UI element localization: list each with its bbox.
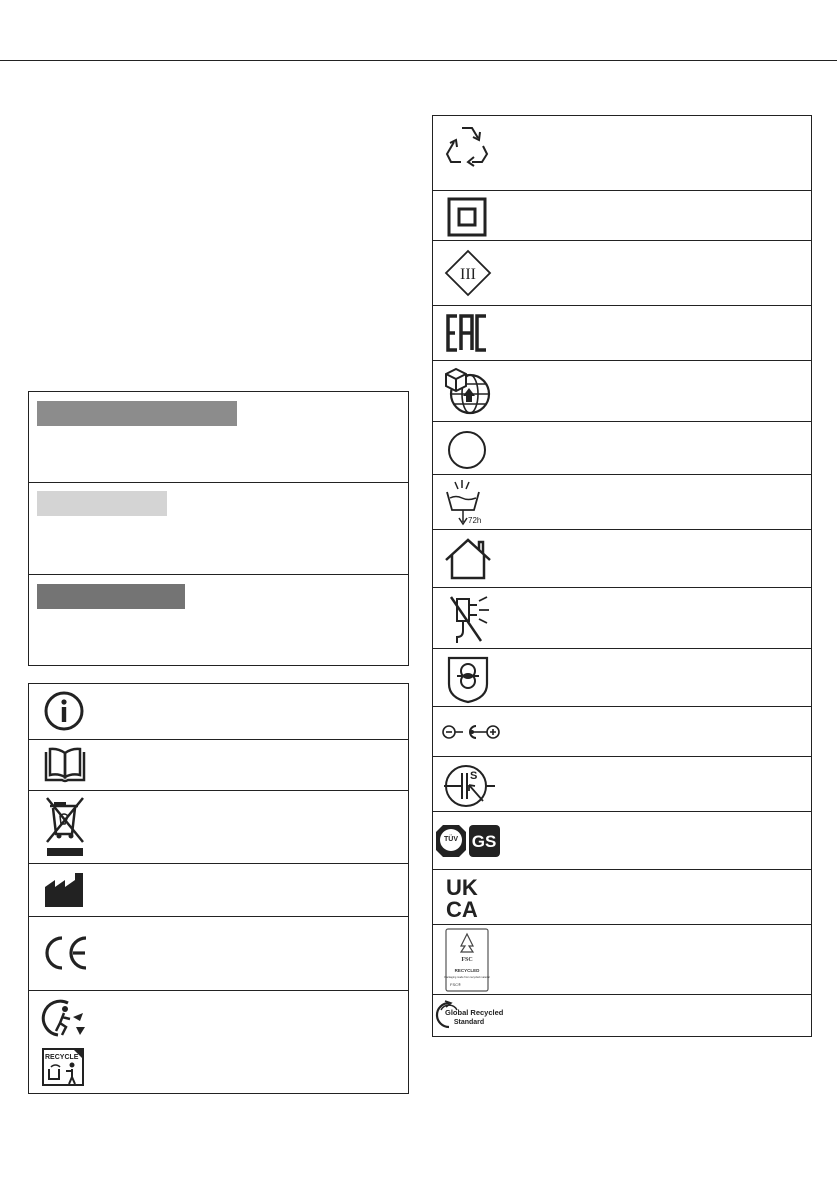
- symbol-row-class-iii: [433, 240, 811, 306]
- header-rule: [0, 60, 837, 61]
- tuv-text: TÜV: [444, 836, 458, 843]
- indoor-use-icon: [443, 538, 493, 580]
- tuv-gs-mark-icon: [435, 824, 501, 858]
- soak-72h-icon: [443, 478, 497, 528]
- warning-row-danger: [29, 392, 408, 482]
- short-circuit-letter: S: [470, 770, 478, 782]
- symbol-row-indoor: [433, 529, 811, 588]
- fsc-recycled-icon: [445, 928, 489, 992]
- symbol-row-fsc: [433, 924, 811, 995]
- symbol-row-eac: [433, 305, 811, 361]
- eac-mark-icon: [445, 314, 489, 352]
- read-manual-icon: [43, 746, 87, 784]
- warning-row-caution: [29, 482, 408, 574]
- recycle-label-text: RECYCLE: [45, 1054, 79, 1061]
- symbol-row-soak: [433, 474, 811, 530]
- do-not-use-outside-icon: [443, 593, 493, 645]
- recycling-triangle-icon: [445, 124, 489, 168]
- ukca-mark-icon: [445, 875, 491, 922]
- symbol-row-tuv-gs: [433, 811, 811, 870]
- grs-line2-text: Standard: [453, 1019, 485, 1026]
- symbol-row-class-ii: [433, 190, 811, 241]
- roman-three-text: III: [460, 266, 476, 283]
- protection-class-ii-icon: [447, 198, 487, 236]
- gs-text: GS: [471, 832, 497, 851]
- global-shipping-icon: [443, 366, 493, 416]
- symbol-row-recycle: [29, 990, 408, 1094]
- symbol-row-no-outdoor: [433, 587, 811, 649]
- soak-hours-text: 72h: [468, 516, 482, 525]
- fsc-brand-text: FSC: [461, 957, 473, 963]
- symbol-row-circle: [433, 421, 811, 475]
- dc-polarity-icon: [441, 722, 503, 742]
- manufacturer-icon: [43, 871, 87, 909]
- danger-signal-bar: [37, 401, 237, 426]
- symbol-row-weee: [29, 790, 408, 864]
- global-recycled-standard-icon: [435, 1000, 503, 1030]
- recycle-figure-icon: [40, 997, 90, 1089]
- symbol-row-transformer: [433, 648, 811, 707]
- warning-levels-table: [28, 391, 409, 666]
- ukca-line1-text: UK: [446, 875, 478, 900]
- circle-icon: [445, 430, 489, 470]
- fsc-recycled-text: RECYCLED: [454, 968, 480, 973]
- weee-crossed-bin-icon: [43, 796, 87, 858]
- info-icon: [43, 690, 85, 732]
- symbol-row-polarity: [433, 706, 811, 757]
- symbol-row-short-circuit: [433, 756, 811, 812]
- fsc-note-text: Packaging made from recycled material: [444, 976, 490, 979]
- grs-line1-text: Global Recycled: [445, 1008, 504, 1017]
- fsc-code-text: FSC®: [450, 982, 461, 987]
- protection-class-iii-icon: [444, 249, 492, 297]
- symbol-row-info: [29, 684, 408, 739]
- notice-signal-bar: [37, 584, 185, 609]
- symbols-table-left: [28, 683, 409, 1094]
- caution-signal-bar: [37, 491, 167, 516]
- safety-transformer-icon: [445, 654, 491, 704]
- symbol-row-recycling: [433, 116, 811, 190]
- short-circuit-proof-transformer-icon: [441, 759, 497, 811]
- symbols-table-right: [432, 115, 812, 1037]
- ukca-line2-text: CA: [446, 897, 478, 922]
- ce-mark-icon: [43, 934, 89, 972]
- symbol-row-shipping: [433, 360, 811, 422]
- symbol-row-ukca: [433, 869, 811, 925]
- symbol-row-grs: [433, 994, 811, 1037]
- symbol-row-manufacturer: [29, 863, 408, 917]
- warning-row-notice: [29, 574, 408, 665]
- symbol-row-read-manual: [29, 739, 408, 791]
- symbol-row-ce: [29, 916, 408, 991]
